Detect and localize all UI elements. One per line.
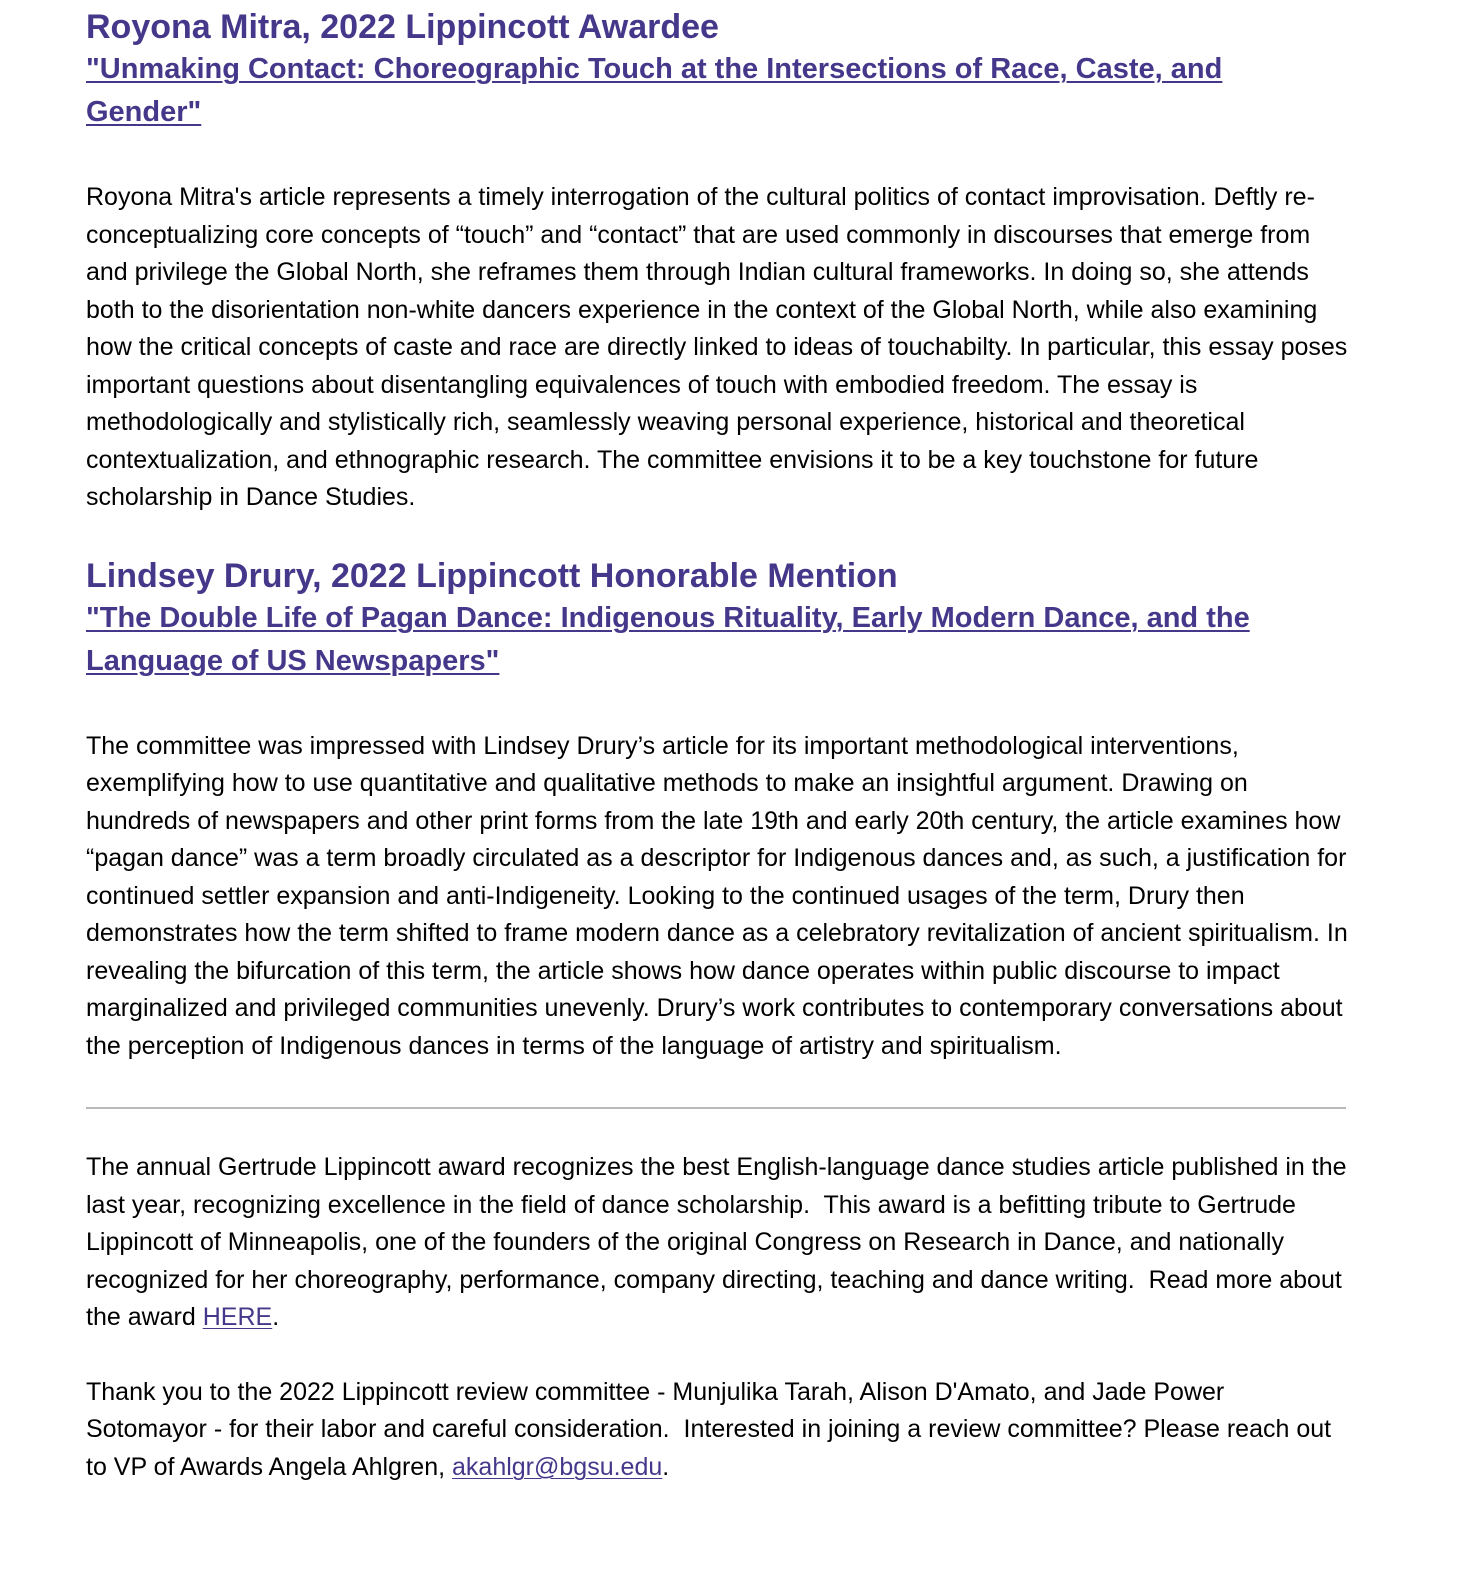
thanks-period: .	[662, 1452, 670, 1481]
awardee-heading: Lindsey Drury, 2022 Lippincott Honorable Mention	[86, 556, 898, 595]
award-info-paragraph	[86, 1149, 1348, 1337]
awardee-section-drury	[86, 555, 1348, 1066]
thanks-text: Thank you to the 2022 Lippincott review committee - Munjulika Tarah, Alison D'Amato, and Jade Power Sotomayor - for their labor and careful consideration. Interested in joining a review committee? Please reach out to VP of Awards Angela Ahlgren,	[86, 1377, 1332, 1481]
awardee-heading: Royona Mitra, 2022 Lippincott Awardee	[86, 8, 719, 46]
award-description: The committee was impressed with Lindsey Drury’s article for its important methodological interventions, exemplifying how to use quantitative and qualitative methods to make an insightful argument. Drawing on hundreds of newspapers and other print forms from the late 19th and early 20th century, the article examines how “pagan dance” was a term broadly circulated as a descriptor for Indigenous dances and, as such, a justification for continued settler expansion and anti-Indigeneity. Looking to the continued usages of the term, Drury then demonstrates how the term shifted to frame modern dance as a celebratory revitalization of ancient spiritualism. In revealing the bifurcation of this term, the article shows how dance operates within public discourse to impact marginalized and privileged communities unevenly. Drury’s work contributes to contemporary conversations about the perception of Indigenous dances in terms of the language of artistry and spiritualism.	[86, 731, 1348, 1060]
thanks-paragraph	[86, 1374, 1348, 1487]
read-more-here-link[interactable]: HERE	[202, 1303, 273, 1331]
award-description: Royona Mitra's article represents a timely interrogation of the cultural politics of contact improvisation. Deftly re-conceptualizing core concepts of “touch” and “contact” that are used commonly in discourses that emerge from and privilege the Global North, she reframes them through Indian cultural frameworks. In doing so, she attends both to the disorientation non-white dancers experience in the context of the Global North, while also examining how the critical concepts of caste and race are directly linked to ideas of touchabilty. In particular, this essay poses important questions about disentangling equivalences of touch with embodied freedom. The essay is methodologically and stylistically rich, seamlessly weaving personal experience, historical and theoretical contextualization, and ethnographic research. The committee envisions it to be a key touchstone for future scholarship in Dance Studies.	[86, 183, 1348, 511]
newsletter-content	[86, 0, 1348, 1486]
awardee-section-mitra	[86, 6, 1348, 517]
article-title-link[interactable]: "Unmaking Contact: Choreographic Touch at the Intersections of Race, Caste, and Gender"	[86, 53, 1223, 128]
award-info-period: .	[272, 1303, 280, 1331]
section-divider	[86, 1107, 1346, 1109]
email-link[interactable]: akahlgr@bgsu.edu	[452, 1452, 663, 1481]
award-info-text: The annual Gertrude Lippincott award recognizes the best English-language dance studies article published in the last year, recognizing excellence in the field of dance scholarship. This award is a befitting tribute to Gertrude Lippincott of Minneapolis, one of the founders of the original Congress on Research in Dance, and nationally recognized for her choreography, performance, company directing, teaching and dance writing. Read more about the award	[86, 1153, 1347, 1331]
article-title-link[interactable]: "The Double Life of Pagan Dance: Indigenous Rituality, Early Modern Dance, and the Language of US Newspapers"	[86, 601, 1250, 677]
